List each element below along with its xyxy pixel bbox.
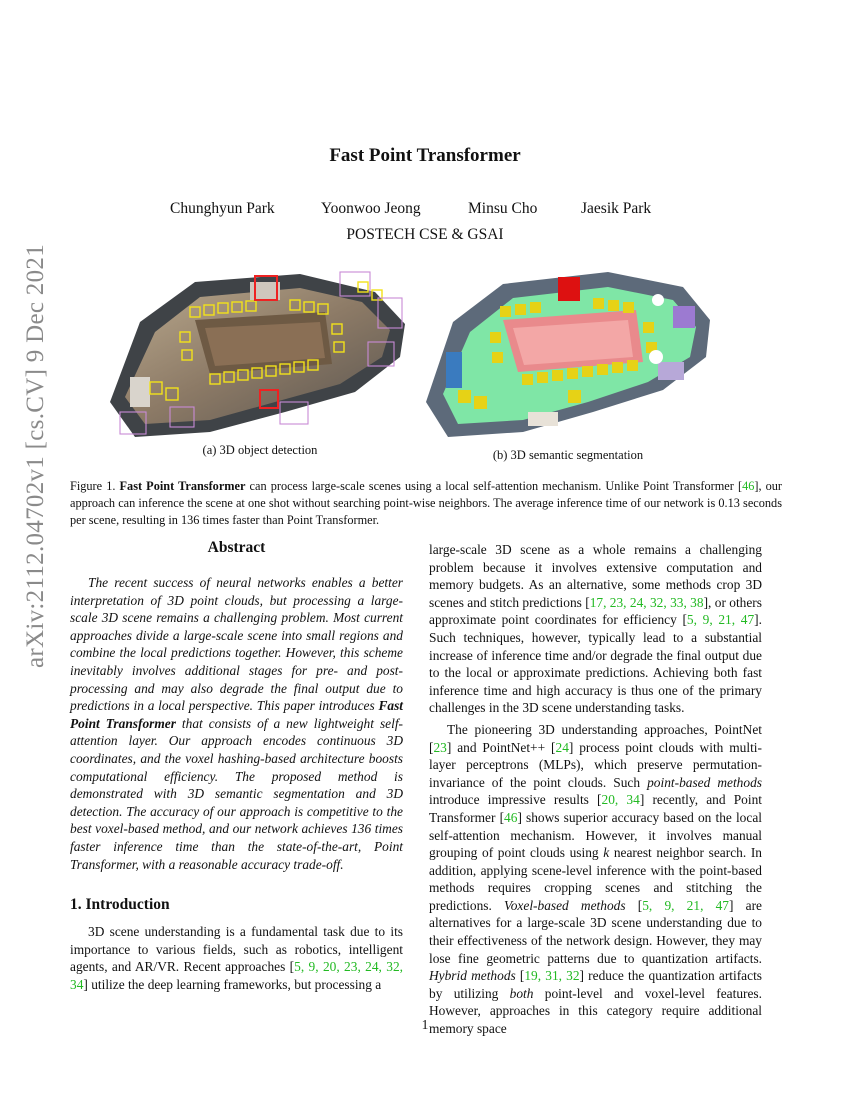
- right-column-body: [429, 541, 762, 1038]
- figure-caption-bold: Fast Point Transformer: [119, 479, 246, 493]
- figure-caption-text-2: ], our approach can inference the scene at one shot without searching point-wise neighbors. The average inference time of our network is 0.13 seconds per scene, resulting in 136 times faster than Point Transformer.: [70, 479, 783, 527]
- paragraph-text: ] and PointNet++ [: [446, 739, 556, 755]
- paragraph-text: [: [625, 897, 643, 913]
- paragraph-text: ] are alternatives for a large-scale 3D scene understanding due to their effectiveness of the network design. However, they may lose fine geometric patterns due to quantization artifacts.: [429, 897, 762, 966]
- italic-term: point-based methods: [647, 774, 762, 790]
- author-4: Jaesik Park: [581, 200, 652, 217]
- arxiv-stamp: [18, 244, 58, 678]
- citation-link[interactable]: 24: [555, 739, 569, 755]
- abstract-text-2: that consists of a new lightweight self-attention layer. Our approach encodes continuous 3D coordinates, and the voxel hashing-based architecture boosts computational efficiency. The proposed method is demonstrated with 3D semantic segmentation and 3D detection. The accuracy of our approach is competitive to the best voxel-based method, and our network achieves 136 times faster inference time than the state-of-the-art, Point Transformer, with a reasonable accuracy trade-off.: [70, 715, 404, 872]
- math-variable: k: [603, 845, 610, 861]
- paragraph-text: The pioneering 3D understanding approaches, PointNet [: [429, 721, 762, 755]
- citation-link[interactable]: 23: [433, 739, 447, 755]
- author-1: Chunghyun Park: [170, 200, 275, 217]
- paragraph-text: ] recently, and Point Transformer [: [429, 792, 763, 825]
- author-2: Yoonwoo Jeong: [321, 200, 421, 217]
- figure-segmentation-image: [418, 262, 718, 442]
- citation-link[interactable]: 5, 9, 21, 47: [686, 612, 755, 628]
- page-number: 1: [421, 1017, 429, 1032]
- figure-a-caption: (a) 3D object detection: [202, 443, 318, 457]
- paragraph-text: ]. Such techniques, however, typically lead to a substantial increase of inference time and/or degrade the final output due to the local or approximate predictions. Achieving both fast inference time and high accuracy is thus one of the primary challenges in the 3D scene understanding tasks.: [429, 612, 762, 716]
- paragraph-text: ] shows superior accuracy based on the local self-attention mechanism. However, it involves manual grouping of point clouds using: [429, 809, 762, 861]
- italic-term: Voxel-based methods: [504, 897, 626, 913]
- paragraph-text: ] process point clouds with multi-layer perceptrons (MLPs), which preserve permutation-invariance of the point clouds. Such: [429, 739, 762, 790]
- author-list: [0, 200, 850, 222]
- paragraph-text: [: [515, 968, 525, 984]
- paragraph-text: nearest neighbor search. In addition, applying scene-level inference with the point-based methods requires cropping scenes and stitching the predictions.: [429, 845, 763, 913]
- abstract-body: [70, 574, 403, 873]
- paper-title: Fast Point Transformer: [329, 145, 521, 166]
- figure-caption: [70, 478, 782, 529]
- abstract-heading: Abstract: [207, 539, 266, 556]
- citation-link[interactable]: 19, 31, 32: [524, 968, 580, 984]
- intro-text-2: ] utilize the deep learning frameworks, but processing a: [83, 976, 382, 992]
- citation-link[interactable]: 17, 23, 24, 32, 33, 38: [589, 594, 704, 610]
- figure-label: Figure 1.: [70, 479, 116, 493]
- paragraph-text: point-level and voxel-level features. However, approaches in this category require additional memory space: [429, 985, 762, 1037]
- intro-heading: 1. Introduction: [70, 896, 170, 913]
- paragraph-text: ] reduce the quantization artifacts by utilizing: [429, 968, 762, 1001]
- citation-link[interactable]: 46: [742, 479, 755, 493]
- italic-term: Hybrid methods: [429, 968, 516, 984]
- italic-term: both: [509, 985, 534, 1001]
- figure-detection-image: [100, 262, 420, 442]
- author-3: Minsu Cho: [468, 200, 538, 217]
- abstract-bold: Fast Point Transformer: [70, 698, 403, 731]
- paragraph-text: ], or others approximate point coordinates for efficiency [: [429, 594, 762, 628]
- intro-body: [70, 923, 403, 993]
- paragraph-text: large-scale 3D scene as a whole remains a challenging problem because it involves extensive computation and memory budgets. As an alternative, some methods crop 3D scenes and stitch predictions [: [429, 542, 762, 610]
- figure-caption-text-1: can process large-scale scenes using a local self-attention mechanism. Unlike Point Transformer [: [245, 479, 743, 493]
- citation-link[interactable]: 20, 34: [601, 792, 640, 808]
- abstract-text-1: The recent success of neural networks enables a better interpretation of 3D point clouds, but processing a large-scale 3D scene remains a challenging problem. Most current approaches divide a large-scale scene into small regions and combine the local predictions together. However, this scheme inevitably involves additional stages for pre- and post-processing and may also degrade the final output due to predictions in a local perspective. This paper introduces: [70, 575, 403, 714]
- intro-text-1: 3D scene understanding is a fundamental task due to its importance to various fields, such as robotics, intelligent agents, and AR/VR. Recent approaches [: [70, 924, 403, 975]
- paragraph-text: introduce impressive results [: [429, 792, 602, 808]
- citation-link[interactable]: 5, 9, 21, 47: [642, 897, 729, 913]
- arxiv-stamp-text: arXiv:2112.04702v1 [cs.CV] 9 Dec 2021: [22, 244, 49, 668]
- citation-link[interactable]: 46: [504, 809, 518, 825]
- figure-b-caption: (b) 3D semantic segmentation: [492, 448, 644, 462]
- affiliation: POSTECH CSE & GSAI: [346, 226, 504, 243]
- citation-link[interactable]: 5, 9, 20, 23, 24, 32, 34: [70, 959, 403, 992]
